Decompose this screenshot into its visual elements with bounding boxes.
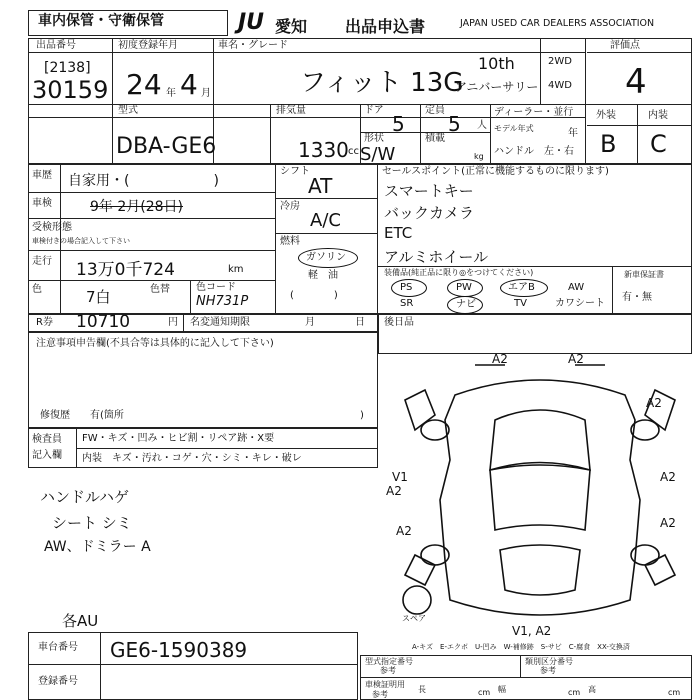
door-value: 5 (392, 112, 405, 136)
handwritten-note-1: ハンドルハゲ (40, 488, 129, 506)
warranty-label: 新車保証書 (624, 270, 664, 279)
color-label: 色 (32, 284, 42, 295)
damage-mark-8: A2 (660, 516, 676, 530)
receive-label: 受検形態 (32, 222, 72, 233)
reg-year-unit: 年 (166, 88, 176, 99)
shift-label: シフト (280, 166, 310, 177)
shaken-value: 9年 2月(28日) (90, 199, 184, 215)
association-name: JAPAN USED CAR DEALERS ASSOCIATION (460, 18, 655, 29)
reg-number-label: 登録番号 (38, 676, 78, 687)
dealer-label: ディーラー・並行 (494, 107, 574, 118)
type-value: DBA-GE6 (116, 134, 217, 159)
due-label: 名変通知期限 (190, 317, 250, 328)
mileage-value: 13万0千724 (76, 260, 175, 280)
model-year-label: モデル年式 (494, 124, 534, 133)
warranty-value: 有・無 (622, 292, 652, 303)
org-name: 愛知 (275, 17, 308, 36)
cap-label: 定員 (425, 105, 445, 116)
chassis-value: GE6-1590389 (110, 638, 248, 662)
doc-title: 出品申込書 (345, 17, 426, 36)
sales-point-2: バックカメラ (384, 204, 475, 222)
model-year-unit: 年 (568, 128, 578, 139)
damage-mark-4: A2 (660, 470, 676, 484)
damage-mark-9: V1, A2 (512, 624, 552, 638)
cert-label: 車検証明用 (365, 680, 405, 689)
shape-label: 形状 (364, 133, 384, 144)
reg-year: 24 (126, 68, 162, 101)
width-label: 幅 (498, 685, 506, 694)
type-designation-label: 型式指定番号 (365, 657, 413, 666)
sales-points-label: セールスポイント(正常に機能するものに限ります) (382, 166, 609, 177)
load-unit: kg (474, 152, 484, 161)
class-number-ref: 参考 (540, 666, 556, 675)
color-code-label: 色コード (196, 282, 236, 293)
reg-month: 4 (180, 68, 198, 101)
type-label: 型式 (118, 105, 138, 116)
lot-label: 出品番号 (36, 40, 76, 51)
repair-close: ) (360, 410, 364, 421)
ext-label: 外装 (596, 110, 616, 121)
chassis-label: 車台番号 (38, 642, 78, 653)
length-label: 長 (418, 685, 426, 694)
disp-unit: cc (348, 146, 359, 157)
height-label: 高 (588, 685, 596, 694)
shift-value: AT (308, 174, 333, 198)
load-label: 積載 (425, 133, 445, 144)
damage-mark-5: V1 (392, 470, 408, 484)
handwritten-note-3: AW、ドミラー A (44, 539, 151, 555)
damage-mark-7: A2 (396, 524, 412, 538)
color-code-value: NH731P (196, 294, 249, 309)
r-label: R券 (36, 317, 53, 328)
damage-mark-2: A2 (568, 352, 584, 366)
color-change-label: 色替 (150, 284, 170, 295)
storage-note: 車内保管・守衛保管 (38, 13, 164, 29)
sales-point-1: スマートキー (384, 182, 474, 200)
color-value: 7白 (86, 288, 111, 306)
ju-logo: JU (238, 10, 265, 35)
equip-pw: PW (456, 282, 472, 293)
equip-tv: TV (514, 298, 527, 309)
reg-month-unit: 月 (201, 88, 211, 99)
rear-items-box (378, 314, 692, 354)
disp-label: 排気量 (276, 105, 306, 116)
diagram-legend: A-キズ E-エクボ U-凹み W-補修跡 S-サビ C-腐食 XX-交換済 (412, 643, 630, 651)
inspector-line-2: キズ・汚れ・コゲ・穴・シミ・キレ・破レ (112, 453, 302, 464)
sales-point-4: アルミホイール (384, 248, 489, 266)
inspector-line2-label: 内装 (82, 453, 102, 464)
equipment-label: 装備品(純正品に限り◎をつけてください) (384, 268, 534, 277)
score-label: 評価点 (610, 40, 640, 51)
height-unit: cm (668, 688, 681, 697)
inspector-line-1: FW・キズ・凹み・ヒビ割・リペア跡・X要 (82, 433, 275, 444)
length-unit: cm (478, 688, 491, 697)
r-unit: 円 (168, 317, 178, 328)
width-unit: cm (568, 688, 581, 697)
lot-sub: [2138] (44, 60, 91, 76)
equip-seat: カワシート (555, 298, 605, 309)
fuel-gas: ガソリン (306, 252, 346, 263)
int-value: C (650, 130, 667, 158)
fuel-other: ( ) (290, 290, 338, 301)
equip-sr: SR (400, 298, 414, 309)
cap-unit: 人 (477, 120, 487, 131)
score-value: 4 (625, 62, 647, 102)
equip-airbag: エアB (508, 282, 535, 293)
repair-label: 修復歴 有(箇所 (40, 410, 124, 421)
rear-label: 後日品 (384, 317, 414, 328)
sales-point-3: ETC (384, 224, 413, 242)
drive-4wd: 4WD (548, 80, 572, 91)
ext-value: B (600, 130, 617, 158)
mileage-label: 走行 (32, 256, 52, 267)
drive-2wd: 2WD (548, 56, 572, 67)
damage-mark-6: A2 (386, 484, 402, 498)
handle-label: ハンドル 左・右 (494, 146, 574, 157)
notes-label: 注意事項申告欄(不具合等は具体的に記入して下さい) (36, 338, 274, 349)
history-value: 自家用・( ) (68, 173, 219, 189)
cap-value: 5 (448, 112, 461, 136)
handwritten-note-2: シート シミ (52, 514, 132, 532)
type-designation-ref: 参考 (380, 666, 396, 675)
lot-number: 30159 (32, 76, 109, 104)
damage-mark-1: A2 (492, 352, 508, 366)
door-label: ドア (364, 105, 384, 116)
disp-value: 1330 (298, 138, 349, 162)
model-label: 車名・グレード (218, 40, 288, 51)
history-label: 車歴 (32, 170, 52, 181)
int-label: 内装 (648, 110, 668, 121)
mileage-unit: km (228, 264, 244, 275)
grade-line2: アニバーサリー (455, 80, 539, 94)
due-month: 月 (305, 317, 315, 328)
equip-aw: AW (568, 282, 585, 293)
model-name: フィット 13G (300, 68, 464, 98)
inspector-label-2: 記入欄 (32, 450, 62, 461)
cert-ref: 参考 (372, 690, 388, 699)
damage-mark-3: A2 (646, 396, 662, 410)
inspector-label-1: 検査員 (32, 434, 62, 445)
car-diagram (395, 360, 685, 650)
spare-label: スペア (402, 614, 426, 623)
class-number-label: 類別区分番号 (525, 657, 573, 666)
handwritten-note-4: 各AU (62, 612, 99, 630)
ac-value: A/C (310, 210, 341, 231)
r-value: 10710 (76, 312, 131, 332)
fuel-diesel: 軽 油 (308, 270, 338, 281)
shaken-label: 車検 (32, 198, 52, 209)
shape-value: S/W (360, 144, 396, 165)
receive-sub: 車検付きの場合記入して下さい (32, 237, 130, 245)
ac-label: 冷房 (280, 201, 300, 212)
fuel-label: 燃料 (280, 236, 300, 247)
due-day: 日 (355, 317, 365, 328)
equip-ps: PS (400, 282, 413, 293)
grade-line1: 10th (478, 54, 515, 73)
equip-navi: ナビ (456, 299, 476, 310)
reg-label: 初度登録年月 (118, 40, 178, 51)
